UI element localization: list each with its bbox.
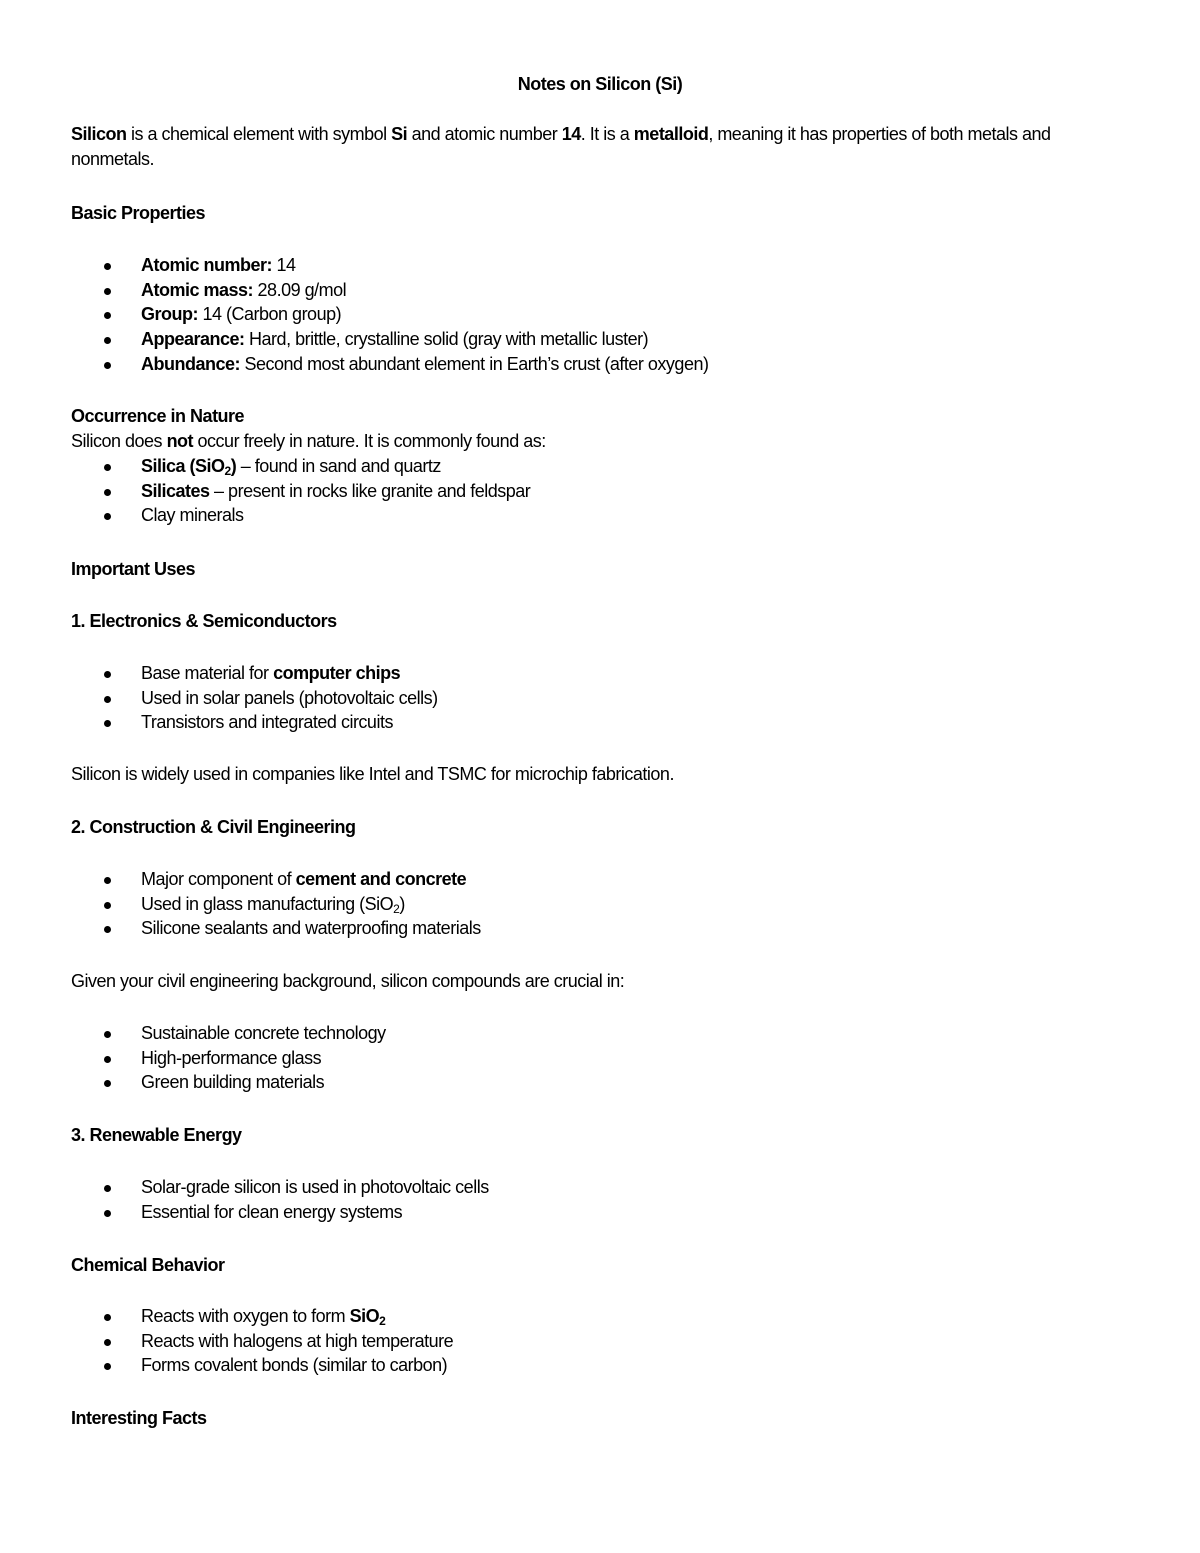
construction-list xyxy=(0,867,1100,941)
civil-engineering-list xyxy=(0,1021,1100,1095)
bullet-icon xyxy=(104,1031,111,1038)
heading-electronics: 1. Electronics & Semiconductors xyxy=(71,611,337,631)
heading-chemical-behavior: Chemical Behavior xyxy=(71,1255,225,1275)
list-item: Solar-grade silicon is used in photovoltaic cells xyxy=(0,1175,1100,1200)
list-item: Atomic number: 14 xyxy=(0,253,1100,278)
bullet-icon xyxy=(104,1056,111,1063)
bullet-icon xyxy=(104,902,111,909)
bullet-icon xyxy=(104,312,111,319)
list-item: Base material for computer chips xyxy=(0,661,1100,686)
bullet-icon xyxy=(104,877,111,884)
renewable-list xyxy=(0,1175,1100,1224)
construction-note: Given your civil engineering background, silicon compounds are crucial in: xyxy=(71,971,625,991)
list-item: Reacts with halogens at high temperature xyxy=(0,1329,1100,1354)
chemical-list xyxy=(0,1304,1100,1378)
bullet-icon xyxy=(104,464,111,471)
bullet-icon xyxy=(104,926,111,933)
bullet-icon xyxy=(104,720,111,727)
list-item: Reacts with oxygen to form SiO$_2$ xyxy=(0,1304,1100,1329)
occurrence-list xyxy=(0,454,1100,528)
intro-bold-silicon: Silicon xyxy=(71,124,127,144)
bullet-icon xyxy=(104,1363,111,1370)
bullet-icon xyxy=(104,513,111,520)
electronics-note: Silicon is widely used in companies like Intel and TSMC for microchip fabrication. xyxy=(71,764,674,784)
bullet-icon xyxy=(104,1339,111,1346)
bullet-icon xyxy=(104,1314,111,1321)
list-item: Abundance: Second most abundant element in Earth’s crust (after oxygen) xyxy=(0,352,1100,377)
list-item: Transistors and integrated circuits xyxy=(0,710,1100,735)
electronics-list xyxy=(0,661,1100,735)
bullet-icon xyxy=(104,489,111,496)
bullet-icon xyxy=(104,263,111,270)
list-item: Silicates – present in rocks like granite and feldspar xyxy=(0,479,1100,504)
heading-basic-properties: Basic Properties xyxy=(71,203,206,223)
heading-interesting-facts: Interesting Facts xyxy=(71,1408,207,1428)
bullet-icon xyxy=(104,337,111,344)
document-title: Notes on Silicon (Si) xyxy=(517,74,683,94)
list-item: Clay minerals xyxy=(0,503,1100,528)
list-item: Used in glass manufacturing (SiO$_2$) xyxy=(0,892,1100,917)
list-item: Silicone sealants and waterproofing materials xyxy=(0,916,1100,941)
list-item: Essential for clean energy systems xyxy=(0,1200,1100,1225)
list-item: Green building materials xyxy=(0,1070,1100,1095)
list-item: Sustainable concrete technology xyxy=(0,1021,1100,1046)
bullet-icon xyxy=(104,288,111,295)
list-item: Major component of cement and concrete xyxy=(0,867,1100,892)
bullet-icon xyxy=(104,362,111,369)
bullet-icon xyxy=(104,1210,111,1217)
heading-renewable: 3. Renewable Energy xyxy=(71,1125,242,1145)
list-item: High-performance glass xyxy=(0,1046,1100,1071)
bullet-icon xyxy=(104,696,111,703)
list-item: Atomic mass: 28.09 g/mol xyxy=(0,278,1100,303)
heading-construction: 2. Construction & Civil Engineering xyxy=(71,817,356,837)
bullet-icon xyxy=(104,1185,111,1192)
occurrence-paragraph: Silicon does not occur freely in nature. It is commonly found as: xyxy=(71,431,546,451)
list-item: Used in solar panels (photovoltaic cells) xyxy=(0,686,1100,711)
heading-occurrence: Occurrence in Nature xyxy=(71,406,245,426)
list-item: Silica (SiO$_2$) – found in sand and quartz xyxy=(0,454,1100,479)
bullet-icon xyxy=(104,1080,111,1087)
heading-important-uses: Important Uses xyxy=(71,559,196,579)
list-item: Forms covalent bonds (similar to carbon) xyxy=(0,1353,1100,1378)
list-item: Appearance: Hard, brittle, crystalline solid (gray with metallic luster) xyxy=(0,327,1100,352)
intro-paragraph: Silicon is a chemical element with symbol Si and atomic number 14. It is a metalloid, meaning it has properties of both metals and nonmetals. xyxy=(71,124,1051,169)
bullet-icon xyxy=(104,671,111,678)
basic-properties-list xyxy=(0,253,1100,376)
list-item: Group: 14 (Carbon group) xyxy=(0,302,1100,327)
